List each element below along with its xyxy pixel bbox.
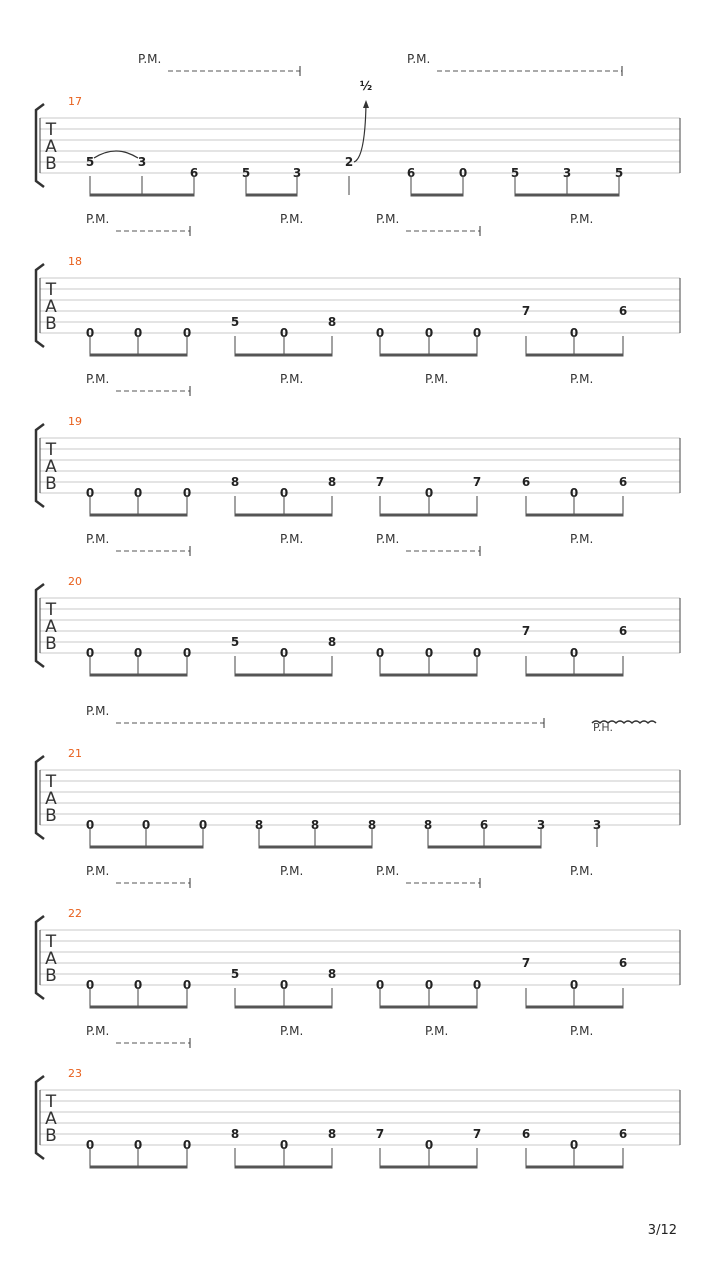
tab-clef-letter: B bbox=[45, 806, 57, 826]
fret-number: 0 bbox=[133, 978, 143, 992]
tab-clef-letter: B bbox=[45, 474, 57, 494]
fret-number: 0 bbox=[569, 646, 579, 660]
measure-number: 23 bbox=[68, 1067, 82, 1080]
fret-number: 6 bbox=[618, 624, 628, 638]
palm-mute-label: P.M. bbox=[407, 52, 431, 66]
measure-number: 22 bbox=[68, 907, 82, 920]
fret-number: 0 bbox=[569, 978, 579, 992]
fret-number: 0 bbox=[458, 166, 468, 180]
page-number: 3/12 bbox=[647, 1223, 677, 1238]
fret-number: 0 bbox=[133, 326, 143, 340]
fret-number: 0 bbox=[424, 1138, 434, 1152]
tab-clef-letter: T bbox=[45, 1092, 57, 1112]
fret-number: 6 bbox=[618, 304, 628, 318]
fret-number: 0 bbox=[424, 326, 434, 340]
palm-mute-label: P.M. bbox=[570, 532, 594, 546]
palm-mute-label: P.M. bbox=[86, 1024, 110, 1038]
tab-clef-letter: B bbox=[45, 314, 57, 334]
fret-number: 0 bbox=[569, 326, 579, 340]
fret-number: 7 bbox=[472, 475, 482, 489]
measure-number: 19 bbox=[68, 415, 82, 428]
tab-system-21 bbox=[36, 704, 680, 847]
fret-number: 0 bbox=[375, 326, 385, 340]
fret-number: 0 bbox=[279, 1138, 289, 1152]
fret-number: 0 bbox=[424, 978, 434, 992]
tab-clef-letter: A bbox=[45, 457, 57, 477]
tab-clef-letter: A bbox=[45, 617, 57, 637]
fret-number: 0 bbox=[569, 486, 579, 500]
palm-mute-label: P.M. bbox=[376, 532, 400, 546]
palm-mute-label: P.M. bbox=[425, 1024, 449, 1038]
fret-number: 0 bbox=[85, 1138, 95, 1152]
palm-mute-label: P.M. bbox=[570, 372, 594, 386]
fret-number: 0 bbox=[133, 646, 143, 660]
fret-number: 3 bbox=[562, 166, 572, 180]
palm-mute-label: P.M. bbox=[425, 372, 449, 386]
tab-clef-letter: T bbox=[45, 120, 57, 140]
tab-clef-letter: T bbox=[45, 932, 57, 952]
fret-number: 0 bbox=[375, 978, 385, 992]
fret-number: 7 bbox=[375, 1127, 385, 1141]
bend-arrowhead bbox=[363, 100, 369, 108]
fret-number: 0 bbox=[472, 646, 482, 660]
tab-clef-letter: T bbox=[45, 600, 57, 620]
fret-number: 5 bbox=[230, 315, 240, 329]
tab-system-19 bbox=[36, 372, 680, 515]
fret-number: 7 bbox=[521, 956, 531, 970]
fret-number: 0 bbox=[133, 1138, 143, 1152]
fret-number: 0 bbox=[141, 818, 151, 832]
palm-mute-label: P.M. bbox=[570, 1024, 594, 1038]
fret-number: 8 bbox=[423, 818, 433, 832]
fret-number: 5 bbox=[510, 166, 520, 180]
fret-number: 8 bbox=[327, 315, 337, 329]
tab-clef-letter: B bbox=[45, 1126, 57, 1146]
fret-number: 0 bbox=[85, 486, 95, 500]
fret-number: 6 bbox=[521, 1127, 531, 1141]
fret-number: 8 bbox=[327, 967, 337, 981]
tab-clef-letter: B bbox=[45, 966, 57, 986]
fret-number: 5 bbox=[230, 635, 240, 649]
fret-number: 0 bbox=[424, 646, 434, 660]
fret-number: 0 bbox=[279, 646, 289, 660]
fret-number: 6 bbox=[406, 166, 416, 180]
fret-number: 0 bbox=[182, 646, 192, 660]
fret-number: 0 bbox=[182, 1138, 192, 1152]
fret-number: 8 bbox=[254, 818, 264, 832]
palm-mute-label: P.M. bbox=[280, 532, 304, 546]
fret-number: 0 bbox=[133, 486, 143, 500]
palm-mute-label: P.M. bbox=[280, 864, 304, 878]
tab-clef-letter: B bbox=[45, 154, 57, 174]
fret-number: 7 bbox=[472, 1127, 482, 1141]
fret-number: 6 bbox=[479, 818, 489, 832]
fret-number: 6 bbox=[618, 956, 628, 970]
fret-number: 3 bbox=[536, 818, 546, 832]
tab-clef-letter: T bbox=[45, 280, 57, 300]
palm-mute-label: P.M. bbox=[376, 864, 400, 878]
tab-system-18 bbox=[36, 212, 680, 355]
tab-system-17 bbox=[36, 52, 680, 195]
fret-number: 0 bbox=[472, 978, 482, 992]
fret-number: 8 bbox=[327, 1127, 337, 1141]
palm-mute-label: P.M. bbox=[138, 52, 162, 66]
fret-number: 0 bbox=[85, 978, 95, 992]
measure-number: 21 bbox=[68, 747, 82, 760]
fret-number: 3 bbox=[592, 818, 602, 832]
fret-number: 5 bbox=[85, 155, 95, 169]
measure-number: 17 bbox=[68, 95, 82, 108]
fret-number: 7 bbox=[521, 304, 531, 318]
fret-number: 0 bbox=[569, 1138, 579, 1152]
measure-number: 18 bbox=[68, 255, 82, 268]
fret-number: 8 bbox=[367, 818, 377, 832]
palm-mute-label: P.M. bbox=[86, 532, 110, 546]
fret-number: 0 bbox=[85, 646, 95, 660]
tab-clef-letter: B bbox=[45, 634, 57, 654]
measure-number: 20 bbox=[68, 575, 82, 588]
fret-number: 8 bbox=[230, 1127, 240, 1141]
fret-number: 5 bbox=[614, 166, 624, 180]
palm-mute-label: P.M. bbox=[280, 212, 304, 226]
tab-system-22 bbox=[36, 864, 680, 1007]
fret-number: 6 bbox=[618, 475, 628, 489]
fret-number: 7 bbox=[521, 624, 531, 638]
fret-number: 5 bbox=[241, 166, 251, 180]
fret-number: 0 bbox=[375, 646, 385, 660]
fret-number: 6 bbox=[618, 1127, 628, 1141]
fret-number: 8 bbox=[310, 818, 320, 832]
tab-clef-letter: A bbox=[45, 949, 57, 969]
fret-number: 8 bbox=[327, 635, 337, 649]
tab-system-20 bbox=[36, 532, 680, 675]
fret-number: 5 bbox=[230, 967, 240, 981]
fret-number: 0 bbox=[182, 486, 192, 500]
palm-mute-label: P.M. bbox=[86, 864, 110, 878]
slur-curve bbox=[94, 151, 138, 158]
tab-system-23 bbox=[36, 1024, 680, 1167]
bend-arrow bbox=[354, 104, 366, 162]
fret-number: 2 bbox=[344, 155, 354, 169]
fret-number: 0 bbox=[472, 326, 482, 340]
fret-number: 8 bbox=[327, 475, 337, 489]
palm-mute-label: P.M. bbox=[86, 372, 110, 386]
fret-number: 0 bbox=[85, 818, 95, 832]
fret-number: 0 bbox=[279, 486, 289, 500]
tab-clef-letter: A bbox=[45, 1109, 57, 1129]
fret-number: 6 bbox=[189, 166, 199, 180]
fret-number: 3 bbox=[292, 166, 302, 180]
palm-mute-label: P.M. bbox=[280, 372, 304, 386]
pinch-harmonic-label: P.H. bbox=[593, 721, 613, 734]
fret-number: 0 bbox=[182, 326, 192, 340]
fret-number: 0 bbox=[424, 486, 434, 500]
fret-number: 0 bbox=[198, 818, 208, 832]
fret-number: 7 bbox=[375, 475, 385, 489]
fret-number: 0 bbox=[279, 978, 289, 992]
palm-mute-label: P.M. bbox=[570, 864, 594, 878]
fret-number: 0 bbox=[182, 978, 192, 992]
tab-clef-letter: T bbox=[45, 440, 57, 460]
fret-number: 0 bbox=[279, 326, 289, 340]
fret-number: 3 bbox=[137, 155, 147, 169]
palm-mute-label: P.M. bbox=[570, 212, 594, 226]
palm-mute-label: P.M. bbox=[280, 1024, 304, 1038]
tab-clef-letter: A bbox=[45, 789, 57, 809]
palm-mute-label: P.M. bbox=[86, 704, 110, 718]
fret-number: 8 bbox=[230, 475, 240, 489]
palm-mute-label: P.M. bbox=[376, 212, 400, 226]
fret-number: 0 bbox=[85, 326, 95, 340]
tab-clef-letter: T bbox=[45, 772, 57, 792]
tab-clef-letter: A bbox=[45, 137, 57, 157]
bend-amount: ½ bbox=[359, 79, 373, 93]
tab-clef-letter: A bbox=[45, 297, 57, 317]
palm-mute-label: P.M. bbox=[86, 212, 110, 226]
fret-number: 6 bbox=[521, 475, 531, 489]
